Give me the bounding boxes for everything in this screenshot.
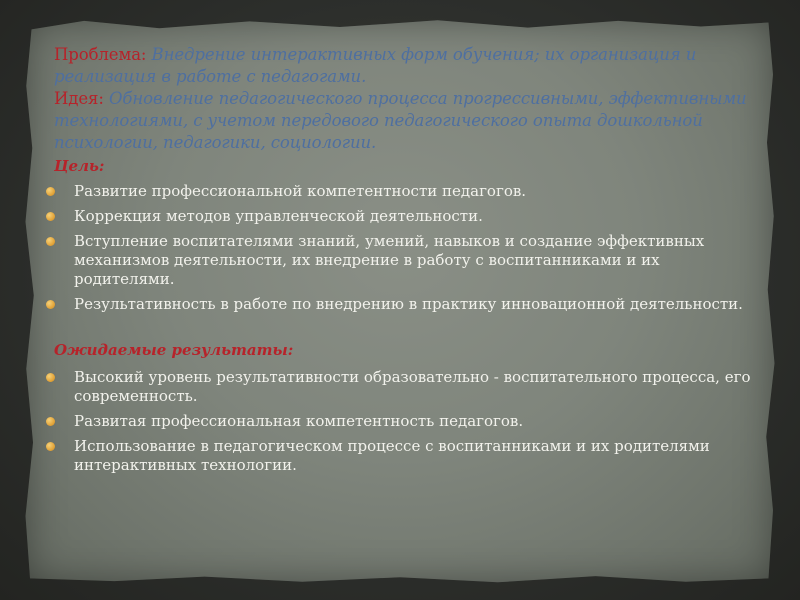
goal-item-text: Результативность в работе по внедрению в практику инновационной деятельности. xyxy=(74,295,743,313)
goal-title: Цель: xyxy=(54,157,105,175)
result-item xyxy=(54,437,754,475)
results-title: Ожидаемые результаты: xyxy=(54,341,294,359)
problem-idea-block xyxy=(54,44,754,154)
slide-content xyxy=(54,44,754,481)
bullet-icon xyxy=(46,212,55,221)
goal-item xyxy=(54,207,754,226)
goal-item xyxy=(54,182,754,201)
goal-item-text: Вступление воспитателями знаний, умений, навыков и создание эффективных механизмов деятельности, их внедрение в работу с воспитанниками и их родителями. xyxy=(74,232,705,288)
bullet-icon xyxy=(46,373,55,382)
goal-item-text: Развитие профессиональной компетентности педагогов. xyxy=(74,182,527,200)
goal-item-text: Коррекция методов управленческой деятельности. xyxy=(74,207,483,225)
result-item-text: Развитая профессиональная компетентность педагогов. xyxy=(74,412,524,430)
goal-list xyxy=(54,182,754,314)
goal-item xyxy=(54,295,754,314)
result-item xyxy=(54,368,754,406)
bullet-icon xyxy=(46,442,55,451)
bullet-icon xyxy=(46,187,55,196)
bullet-icon xyxy=(46,237,55,246)
result-item-text: Высокий уровень результативности образовательно - воспитательного процесса, его современность. xyxy=(74,368,751,405)
problem-label: Проблема: xyxy=(54,45,147,64)
result-item xyxy=(54,412,754,431)
goal-item xyxy=(54,232,754,289)
results-list xyxy=(54,368,754,475)
idea-text: Обновление педагогического процесса прогрессивными, эффективными технологиями, с учетом передового педагогического опыта дошкольной психологии, педагогики, социологии. xyxy=(54,89,747,152)
problem-text: Внедрение интерактивных форм обучения; их организация и реализация в работе с педагогами. xyxy=(54,45,697,86)
idea-label: Идея: xyxy=(54,89,104,108)
bullet-icon xyxy=(46,300,55,309)
bullet-icon xyxy=(46,417,55,426)
result-item-text: Использование в педагогическом процессе с воспитанниками и их родителями интерактивных технологии. xyxy=(74,437,710,474)
